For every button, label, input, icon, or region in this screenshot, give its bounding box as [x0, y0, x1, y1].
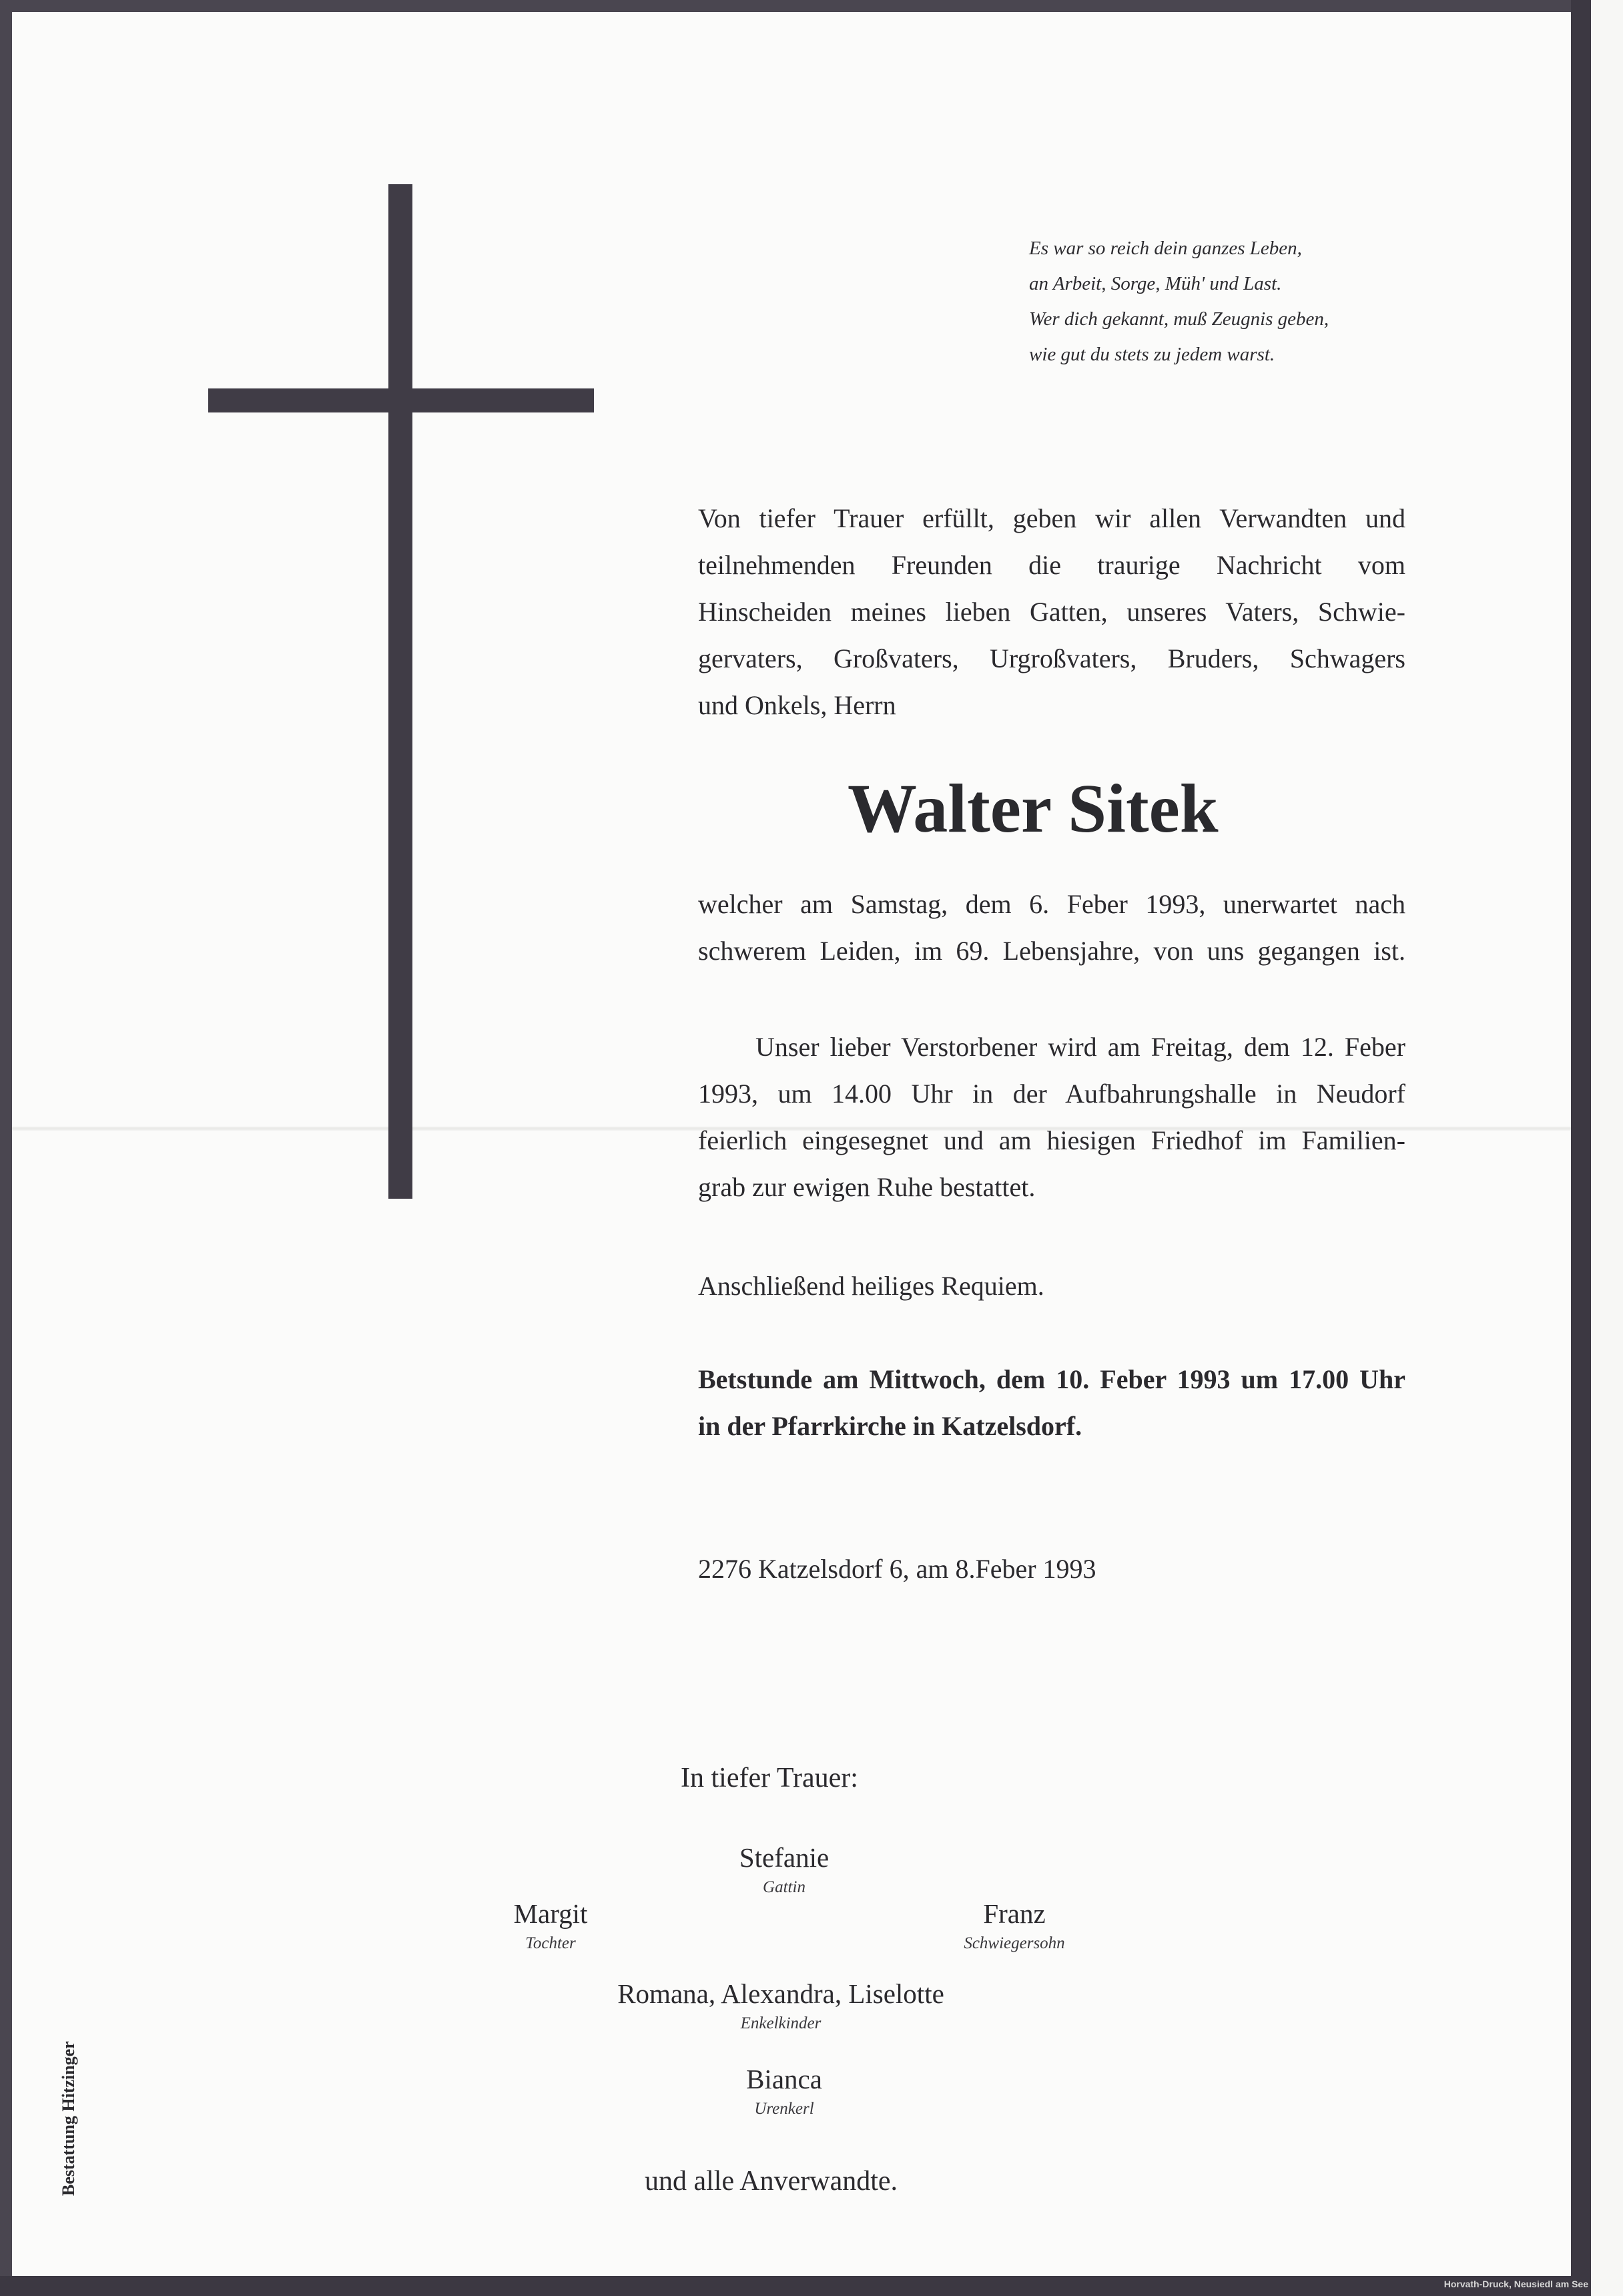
mourner-relation: Tochter — [525, 1934, 576, 1952]
mourning-border-left — [0, 0, 12, 2296]
announcement-intro — [698, 495, 1405, 729]
mourner-name: Romana, Alexandra, Liselotte — [617, 1978, 944, 2009]
intro-line: Hinscheiden meines lieben Gatten, unseres Vaters, Schwie- — [698, 597, 1405, 627]
prayer-hour-notice — [698, 1356, 1405, 1450]
funeral-notice — [698, 1024, 1405, 1211]
death-line: welcher am Samstag, dem 6. Feber 1993, unerwartet nach — [698, 889, 1405, 919]
mourning-border-right — [1571, 0, 1591, 2296]
death-notice — [698, 881, 1405, 974]
mourner-widow — [701, 1841, 868, 1901]
intro-line: und Onkels, Herrn — [698, 690, 896, 720]
death-line: schwerem Leiden, im 69. Lebensjahre, von uns gegangen ist. — [698, 936, 1405, 966]
printer-credit: Horvath-Druck, Neusiedl am See — [1443, 2279, 1588, 2289]
intro-line: teilnehmenden Freunden die traurige Nachricht vom — [698, 550, 1405, 580]
mourning-border-bottom — [0, 2276, 1591, 2296]
scan-margin — [1591, 0, 1623, 2296]
mourner-name: Bianca — [746, 2064, 822, 2094]
mourner-daughter — [467, 1897, 634, 1957]
deceased-name: Walter Sitek — [848, 770, 1219, 847]
mourner-son-in-law — [914, 1897, 1114, 1957]
closing-line: und alle Anverwandte. — [645, 2166, 898, 2197]
poem-line: an Arbeit, Sorge, Müh' und Last. — [1029, 273, 1282, 294]
cross-vertical-bar — [388, 184, 412, 1199]
cross-horizontal-bar — [208, 388, 594, 412]
mourner-name: Margit — [513, 1898, 588, 1929]
mourner-great-grandchild — [701, 2062, 868, 2122]
mourner-relation: Gattin — [763, 1878, 805, 1896]
mourning-border-top — [0, 0, 1588, 12]
place-and-date: 2276 Katzelsdorf 6, am 8.Feber 1993 — [698, 1554, 1096, 1584]
intro-line: Von tiefer Trauer erfüllt, geben wir allen Verwandten und — [698, 503, 1405, 533]
poem-line: Wer dich gekannt, muß Zeugnis geben, — [1029, 308, 1329, 330]
intro-line: gervaters, Großvaters, Urgroßvaters, Bruders, Schwagers — [698, 643, 1405, 673]
funeral-line: Unser lieber Verstorbener wird am Freitag, dem 12. Feber — [755, 1032, 1405, 1062]
funeral-home-credit: Bestattung Hitzinger — [59, 2041, 78, 2196]
mourner-name: Franz — [983, 1898, 1046, 1929]
funeral-line: feierlich eingesegnet und am hiesigen Friedhof im Familien- — [698, 1125, 1405, 1155]
memorial-poem — [1029, 231, 1496, 372]
funeral-line: 1993, um 14.00 Uhr in der Aufbahrungshalle in Neudorf — [698, 1079, 1405, 1109]
prayer-line: in der Pfarrkirche in Katzelsdorf. — [698, 1411, 1082, 1441]
requiem-note: Anschließend heiliges Requiem. — [698, 1271, 1044, 1301]
mourner-relation: Enkelkinder — [740, 2014, 822, 2032]
mourner-grandchildren — [574, 1977, 988, 2037]
mourners-title: In tiefer Trauer: — [681, 1763, 858, 1793]
mourner-relation: Urenkerl — [754, 2100, 814, 2118]
poem-line: wie gut du stets zu jedem warst. — [1029, 344, 1275, 365]
poem-line: Es war so reich dein ganzes Leben, — [1029, 238, 1302, 259]
funeral-line: grab zur ewigen Ruhe bestattet. — [698, 1172, 1036, 1202]
mourner-relation: Schwiegersohn — [964, 1934, 1065, 1952]
prayer-line: Betstunde am Mittwoch, dem 10. Feber 1993 um 17.00 Uhr — [698, 1364, 1405, 1394]
mourner-name: Stefanie — [739, 1842, 830, 1873]
